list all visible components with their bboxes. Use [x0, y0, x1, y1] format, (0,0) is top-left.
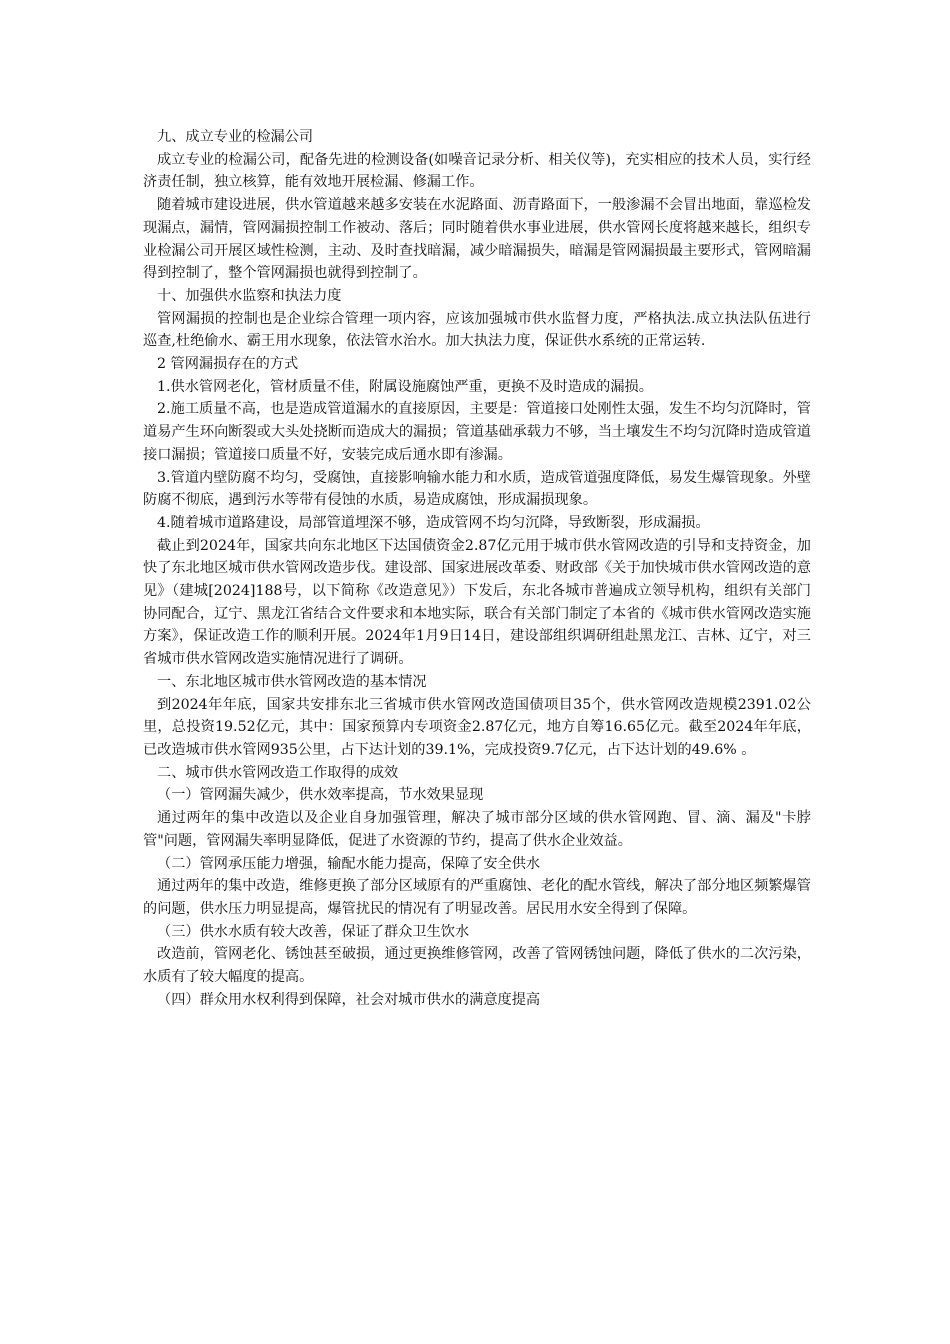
subheading-2: （二）管网承压能力增强，输配水能力提高，保障了安全供水 [157, 855, 541, 872]
paragraph: 截止到2024年，国家共向东北地区下达国债资金2.87亿元用于城市供水管网改造的引导和支持资金，加快了东北地区城市供水管网改造步伐。建设部、国家进展改革委、财政部《关于加快城市供水管网改造的意见》（建城[2024]188号，以下简称《改造意见》）下发后，东北各城市普遍成立领导机构，组织有关部门协同配合，辽宁、黑龙江省结合文件要求和本地实际，联合有关部门制定了本省的《城市供水管网改造实施方案》，保证改造工作的顺利开展。2024年1月9日14日，建设部组织调研组赴黑龙江、吉林、辽宁，对三省城市供水管网改造实施情况进行了调研。 [143, 537, 811, 668]
list-item: 3.管道内壁防腐不均匀，受腐蚀，直接影响输水能力和水质，造成管道强度降低，易发生爆管现象。外壁防腐不彻底，遇到污水等带有侵蚀的水质，易造成腐蚀，形成漏损现象。 [143, 469, 811, 509]
subheading-1: （一）管网漏失减少，供水效率提高，节水效果显现 [157, 787, 484, 804]
heading-ten: 十、加强供水监察和执法力度 [157, 287, 342, 304]
paragraph: 到2024年年底，国家共安排东北三省城市供水管网改造国债项目35个，供水管网改造规模2391.02公里，总投资19.52亿元，其中：国家预算内专项资金2.87亿元，地方自筹16.65亿元。截至2024年年底，已改造城市供水管网935公里，占下达计划的39.1%，完成投资9.7亿元，占下达计划的49.6% 。 [143, 696, 811, 758]
list-item: 4.随着城市道路建设，局部管道埋深不够，造成管网不均匀沉降，导致断裂，形成漏损。 [157, 514, 710, 531]
paragraph: 随着城市建设进展，供水管道越来越多安装在水泥路面、沥青路面下，一般渗漏不会冒出地面，靠巡检发现漏点，漏情，管网漏损控制工作被动、落后；同时随着供水事业进展，供水管网长度将越来越长，组织专业检漏公司开展区域性检测，主动、及时查找暗漏，减少暗漏损失，暗漏是管网漏损最主要形式，管网暗漏得到控制了，整个管网漏损也就得到控制了。 [143, 197, 811, 282]
heading-one: 一、东北地区城市供水管网改造的基本情况 [157, 673, 427, 690]
paragraph: 通过两年的集中改造，维修更换了部分区域原有的严重腐蚀、老化的配水管线，解决了部分地区频繁爆管的问题，供水压力明显提高，爆管扰民的情况有了明显改善。居民用水安全得到了保障。 [143, 878, 811, 917]
list-item: 2.施工质量不高，也是造成管道漏水的直接原因，主要是：管道接口处刚性太强，发生不均匀沉降时，管道易产生环向断裂或大头处挠断而造成大的漏损；管道基础承载力不够，当土壤发生不均匀沉降时造成管道接口漏损；管道接口质量不好，安装完成后通水即有渗漏。 [143, 401, 811, 463]
document-body [143, 126, 811, 1011]
paragraph: 管网漏损的控制也是企业综合管理一项内容，应该加强城市供水监督力度，严格执法.成立执法队伍进行巡查,杜绝偷水、霸王用水现象，依法管水治水。加大执法力度，保证供水系统的正常运转. [143, 310, 811, 350]
section-heading-2: 2 管网漏损存在的方式 [157, 356, 299, 373]
heading-two: 二、城市供水管网改造工作取得的成效 [157, 764, 399, 781]
heading-nine: 九、成立专业的检漏公司 [157, 129, 314, 145]
paragraph: 改造前，管网老化、锈蚀甚至破损，通过更换维修管网，改善了管网锈蚀问题，降低了供水的二次污染，水质有了较大幅度的提高。 [143, 946, 811, 986]
paragraph: 通过两年的集中改造以及企业自身加强管理，解决了城市部分区域的供水管网跑、冒、滴、漏及"卡脖管"问题，管网漏失率明显降低，促进了水资源的节约，提高了供水企业效益。 [143, 810, 811, 849]
subheading-4: （四）群众用水权利得到保障，社会对城市供水的满意度提高 [157, 991, 541, 1008]
subheading-3: （三）供水水质有较大改善，保证了群众卫生饮水 [157, 923, 470, 940]
paragraph: 成立专业的检漏公司，配备先进的检测设备(如噪音记录分析、相关仪等)，充实相应的技术人员，实行经济责任制，独立核算，能有效地开展检漏、修漏工作。 [143, 151, 811, 191]
list-item: 1.供水管网老化，管材质量不佳，附属设施腐蚀严重，更换不及时造成的漏损。 [157, 378, 653, 395]
